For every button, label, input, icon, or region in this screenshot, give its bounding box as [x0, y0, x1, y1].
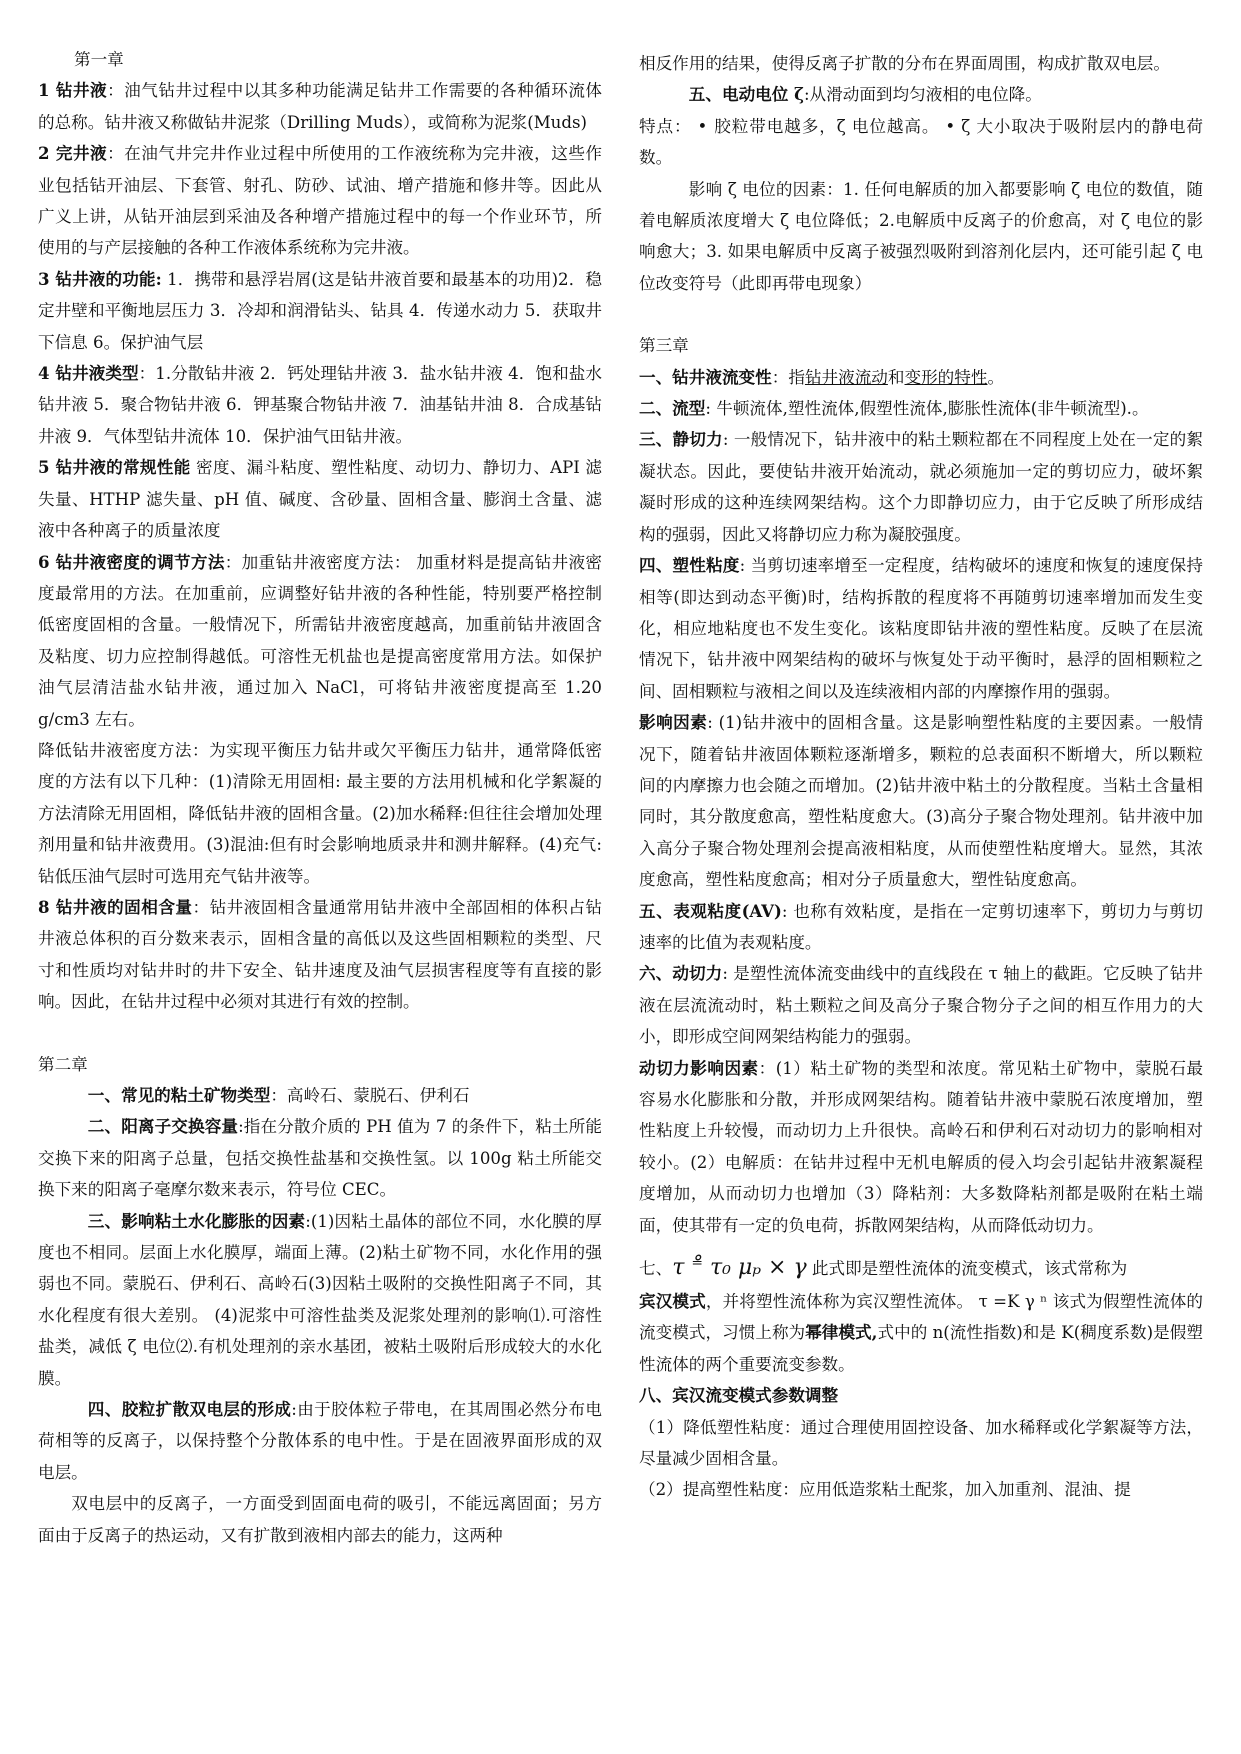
term: 幂律模式,	[805, 1322, 878, 1343]
term: 五、电动电位 ζ	[688, 84, 804, 105]
chapter-3-title: 第三章	[639, 336, 689, 356]
para-density-reduce: 降低钻井液密度方法：为实现平衡压力钻井或欠平衡压力钻井，通常降低密度的方法有以下几种：(1)清除无用固相: 最主要的方法用机械和化学絮凝的方法清除无用固相，降低钻井液的固相含量。(2)加水稀释:但往往会增加处理剂用量和钻井液费用。(3)混油:但有时会影响地质录井和测井解释。(4)充气:钻低压油气层时可选用充气钻井液等。	[38, 740, 602, 886]
term: 6 钻井液密度的调节方法	[38, 551, 225, 572]
term: 四、塑性粘度	[639, 555, 740, 576]
underlined-text: 变形的特性	[904, 367, 988, 387]
text: ：(1）粘土矿物的类型和浓度。常见粘土矿物中，蒙脱石最容易水化膨胀和分散，并形成网架结构。随着钻井液中蒙脱石浓度增加，塑性粘度上升较慢，而动切力上升很快。高岭石和伊利石对动切力的影响相对较小。(2）电解质：在钻井过程中无机电解质的侵入均会引起钻井液絮凝程度增加，从而动切力也增加（3）降粘剂：大多数降粘剂都是吸附在粘土端面，使其带有一定的负电荷，拆散网架结构，从而降低动切力。	[639, 1058, 1204, 1235]
para-gel-strength	[639, 424, 1203, 550]
text: ：指	[771, 367, 805, 387]
term: 六、动切力	[639, 963, 723, 984]
text: 和	[887, 367, 905, 387]
text: :从滑动面到均匀液相的电位降。	[803, 85, 1042, 105]
bullet-icon: •	[697, 116, 708, 136]
text: :(1)因粘土晶体的部位不同，水化膜的厚度也不相同。层面上水化膜厚，端面上薄。(2)粘土矿物不同，水化作用的强弱也不同。蒙脱石、伊利石、高岭石(3)因粘土吸附的交换性阳离子不同，其水化程度有很大差别。 (4)泥浆中可溶性盐类及泥浆处理剂的影响⑴.可溶性盐类，减低 ζ 电位⑵.有机处理剂的亲水基团，被粘土吸附后形成较大的水化膜。	[38, 1211, 602, 1388]
para-double-layer-cont: 双电层中的反离子，一方面受到固面电荷的吸引，不能远离固面；另方面由于反离子的热运动，又有扩散到液相内部去的能力，这两种	[38, 1494, 602, 1545]
term: 五、表观粘度(AV)	[639, 900, 782, 921]
text: : 一般情况下，钻井液中的粘土颗粒都在不同程度上处在一定的絮凝状态。因此，要使钻井液开始流动，就必须施加一定的剪切应力，破坏絮凝时形成的这种连续网架结构。这个力即静切应力，由于它反映了所形成结构的强弱，因此又将静切应力称为凝胶强度。	[639, 430, 1203, 544]
para-types	[38, 358, 602, 452]
text: ，并将塑性流体称为宾汉塑性流体。 τ =K γ ⁿ 该式为假塑性流体的流变模式，习惯上称为	[639, 1292, 1204, 1343]
term: 宾汉模式	[639, 1291, 706, 1312]
text: ：1.分散钻井液 2．钙处理钻井液 3．盐水钻井液 4．饱和盐水钻井液 5．聚合物钻井液 6．钾基聚合物钻井液 7．油基钻井油 8．合成基钻井液 9．气体型钻井流体 10．保护油气田钻井液。	[38, 364, 603, 446]
text: :指在分散介质的 PH 值为 7 的条件下，粘土所能交换下来的阳离子总量，包括交换性盐基和交换性氢。以 100g 粘土所能交换下来的阳离子毫摩尔数来表示，符号位 CEC。	[38, 1117, 602, 1200]
para-cec	[38, 1111, 602, 1205]
para-bingham-model	[639, 1251, 1203, 1286]
label: 特点：	[639, 116, 692, 136]
para-hydration	[38, 1206, 602, 1394]
text: : 也称有效粘度，是指在一定剪切速率下，剪切力与剪切速率的比值为表观粘度。	[639, 901, 1203, 952]
text: ζ 大小取决于吸附层内的静电荷数。	[639, 116, 1203, 168]
text: 胶粒带电越多，ζ 电位越高。	[713, 116, 940, 136]
bullet-icon: •	[945, 116, 956, 136]
text: 七、	[639, 1259, 673, 1279]
underlined-text: 钻井液流动	[804, 367, 888, 387]
para-density-adjust	[38, 547, 602, 735]
para-pv-factors	[639, 707, 1203, 895]
para-properties	[38, 452, 602, 546]
para-clay-types	[38, 1080, 602, 1111]
term: 1 钻井液	[38, 80, 108, 101]
text: 式中的 n(流性指数)和是 K(稠度系数)是假塑性流体的两个重要流变参数。	[639, 1323, 1203, 1374]
term: 四、胶粒扩散双电层的形成	[87, 1399, 292, 1420]
para-double-layer	[38, 1394, 602, 1488]
para-drilling-fluid	[38, 75, 602, 138]
para-power-law	[639, 1286, 1203, 1380]
term: 动切力影响因素	[639, 1057, 759, 1078]
text: 1．携带和悬浮岩屑(这是钻井液首要和最基本的功用)2．稳定井壁和平衡地层压力 3．冷却和润滑钻头、钻具 4．传递水动力 5．获取井下信息 6。保护油气层	[38, 269, 602, 352]
term: 一、钻井液流变性	[639, 366, 772, 387]
para-adjust-1: （1）降低塑性粘度：通过合理使用固控设备、加水稀释或化学絮凝等方法，尽量减少固相含量。	[639, 1417, 1203, 1469]
term: 2 完井液	[38, 143, 108, 164]
text: : 是塑性流体流变曲线中的直线段在 τ 轴上的截距。它反映了钻井液在层流流动时，粘土颗粒之间及高分子聚合物分子之间的相互作用力的大小，即形成空间网架结构能力的强弱。	[639, 964, 1204, 1047]
para-bingham-adjust-title: 八、宾汉流变模式参数调整	[639, 1385, 839, 1406]
para-functions	[38, 264, 602, 358]
para-apparent-viscosity	[639, 896, 1203, 959]
text: ：钻井液固相含量通常用钻井液中全部固相的体积占钻井液总体积的百分数来表示，固相含量的高低以及这些固相颗粒的类型、尺寸和性质均对钻井时的井下安全、钻井速度及油气层损害程度等有直接的影响。因此，在钻井过程中必须对其进行有效的控制。	[38, 897, 602, 1012]
text: ：油气钻井过程中以其多种功能满足钻井工作需要的各种循环流体的总称。钻井液又称做钻井泥浆（Drilling Muds），或简称为泥浆(Muds)	[38, 81, 603, 132]
para-zeta-features	[639, 111, 1203, 174]
text: : (1)钻井液中的固相含量。这是影响塑性粘度的主要因素。一般情况下，随着钻井液固体颗粒逐渐增多，颗粒的总表面积不断增大，所以颗粒间的内摩擦力也会随之而增加。(2)钻井液中粘土的分散程度。当粘土含量相同时，其分散度愈高，塑性粘度愈大。(3)高分子聚合物处理剂。钻井液中加入高分子聚合物处理剂会提高液相粘度，从而使塑性粘度增大。显然，其浓度愈高，塑性粘度愈高；相对分子质量愈大，塑性钻度愈高。	[639, 713, 1203, 890]
para-yield-point	[639, 958, 1203, 1052]
text: : 当剪切速率增至一定程度，结构破坏的速度和恢复的速度保持相等(即达到动态平衡)时，结构拆散的程度将不再随剪切速率增加而发生变化，相应地粘度也不发生变化。该粘度即钻井液的塑性粘度。反映了在层流情况下，钻井液中网架结构的破坏与恢复处于动平衡时，悬浮的固相颗粒之间、固相颗粒与液相之间以及连续液相内部的内摩擦作用的强弱。	[639, 556, 1203, 701]
term: 5 钻井液的常规性能	[38, 457, 191, 478]
left-column	[38, 44, 602, 1551]
text: :由于胶体粒子带电，在其周围必然分布电荷相等的反离子，以保持整个分散体系的电中性。于是在固液界面形成的双电层。	[38, 1400, 603, 1482]
term: 二、阳离子交换容量	[87, 1116, 239, 1137]
para-rheology	[639, 362, 1203, 393]
spacer	[38, 1018, 602, 1049]
para-flow-types	[639, 393, 1203, 424]
para-zeta-factors: 影响 ζ 电位的因素：1. 任何电解质的加入都要影响 ζ 电位的数值，随着电解质浓度增大 ζ 电位降低；2.电解质中反离子的价愈高，对 ζ 电位的影响愈大；3. 如果电解质中反离子被强烈吸附到溶剂化层内，还可能引起 ζ 电位改变符号（此即再带电现象）	[639, 179, 1203, 293]
para-double-layer-end: 相反作用的结果，使得反离子扩散的分布在界面周围，构成扩散双电层。	[639, 54, 1170, 73]
text: 此式即是塑性流体的流变模式，该式常称为	[806, 1259, 1128, 1279]
para-plastic-viscosity	[639, 550, 1203, 707]
chapter-2-title: 第二章	[38, 1054, 88, 1074]
text: ：高岭石、蒙脱石、伊利石	[270, 1086, 470, 1105]
text: ：加重钻井液密度方法： 加重材料是提高钻井液密度最常用的方法。在加重前，应调整好钻井液的各种性能，特别要严格控制低密度固相的含量。一般情况下，所需钻井液密度越高，加重前钻井液固含及粘度、切力应控制得越低。可溶性无机盐也是提高密度常用方法。如保护油气层清洁盐水钻井液，通过加入 NaCl，可将钻井液密度提高至 1.20 g/cm3 左右。	[38, 552, 602, 729]
para-yp-factors	[639, 1053, 1203, 1241]
para-completion-fluid	[38, 138, 602, 264]
term: 三、影响粘土水化膨胀的因素	[87, 1210, 306, 1231]
right-column	[639, 48, 1203, 1506]
text: 密度、漏斗粘度、塑性粘度、动切力、静切力、API 滤失量、HTHP 滤失量、pH 值、碱度、含砂量、固相含量、膨润土含量、滤液中各种离子的质量浓度	[38, 458, 602, 541]
para-adjust-2: （2）提高塑性粘度：应用低造浆粘土配浆，加入加重剂、混油、提	[639, 1480, 1131, 1500]
para-solids	[38, 892, 602, 1018]
term: 3 钻井液的功能:	[38, 268, 162, 289]
text: : 牛顿流体,塑性流体,假塑性流体,膨胀性流体(非牛顿流型).。	[705, 399, 1149, 419]
para-zeta	[639, 79, 1203, 110]
term: 影响因素	[639, 712, 708, 733]
term: 4 钻井液类型	[38, 363, 139, 384]
term: 二、流型	[639, 398, 706, 419]
text: ：在油气井完井作业过程中所使用的工作液统称为完井液，这些作业包括钻开油层、下套管、射孔、防砂、试油、增产措施和修井等。因此从广义上讲，从钻开油层到采油及各种增产措施过程中的每一个作业环节，所使用的与产层接触的各种工作液体系统称为完井液。	[38, 144, 603, 258]
term: 8 钻井液的固相含量	[38, 896, 193, 917]
term: 一、常见的粘土矿物类型	[87, 1085, 271, 1105]
spacer	[639, 299, 1203, 330]
formula: τ ⁼̊ τ₀ μₚ × γ	[672, 1255, 807, 1281]
text: 。	[987, 367, 1005, 387]
chapter-1-title: 第一章	[74, 50, 124, 69]
term: 三、静切力	[639, 429, 723, 450]
